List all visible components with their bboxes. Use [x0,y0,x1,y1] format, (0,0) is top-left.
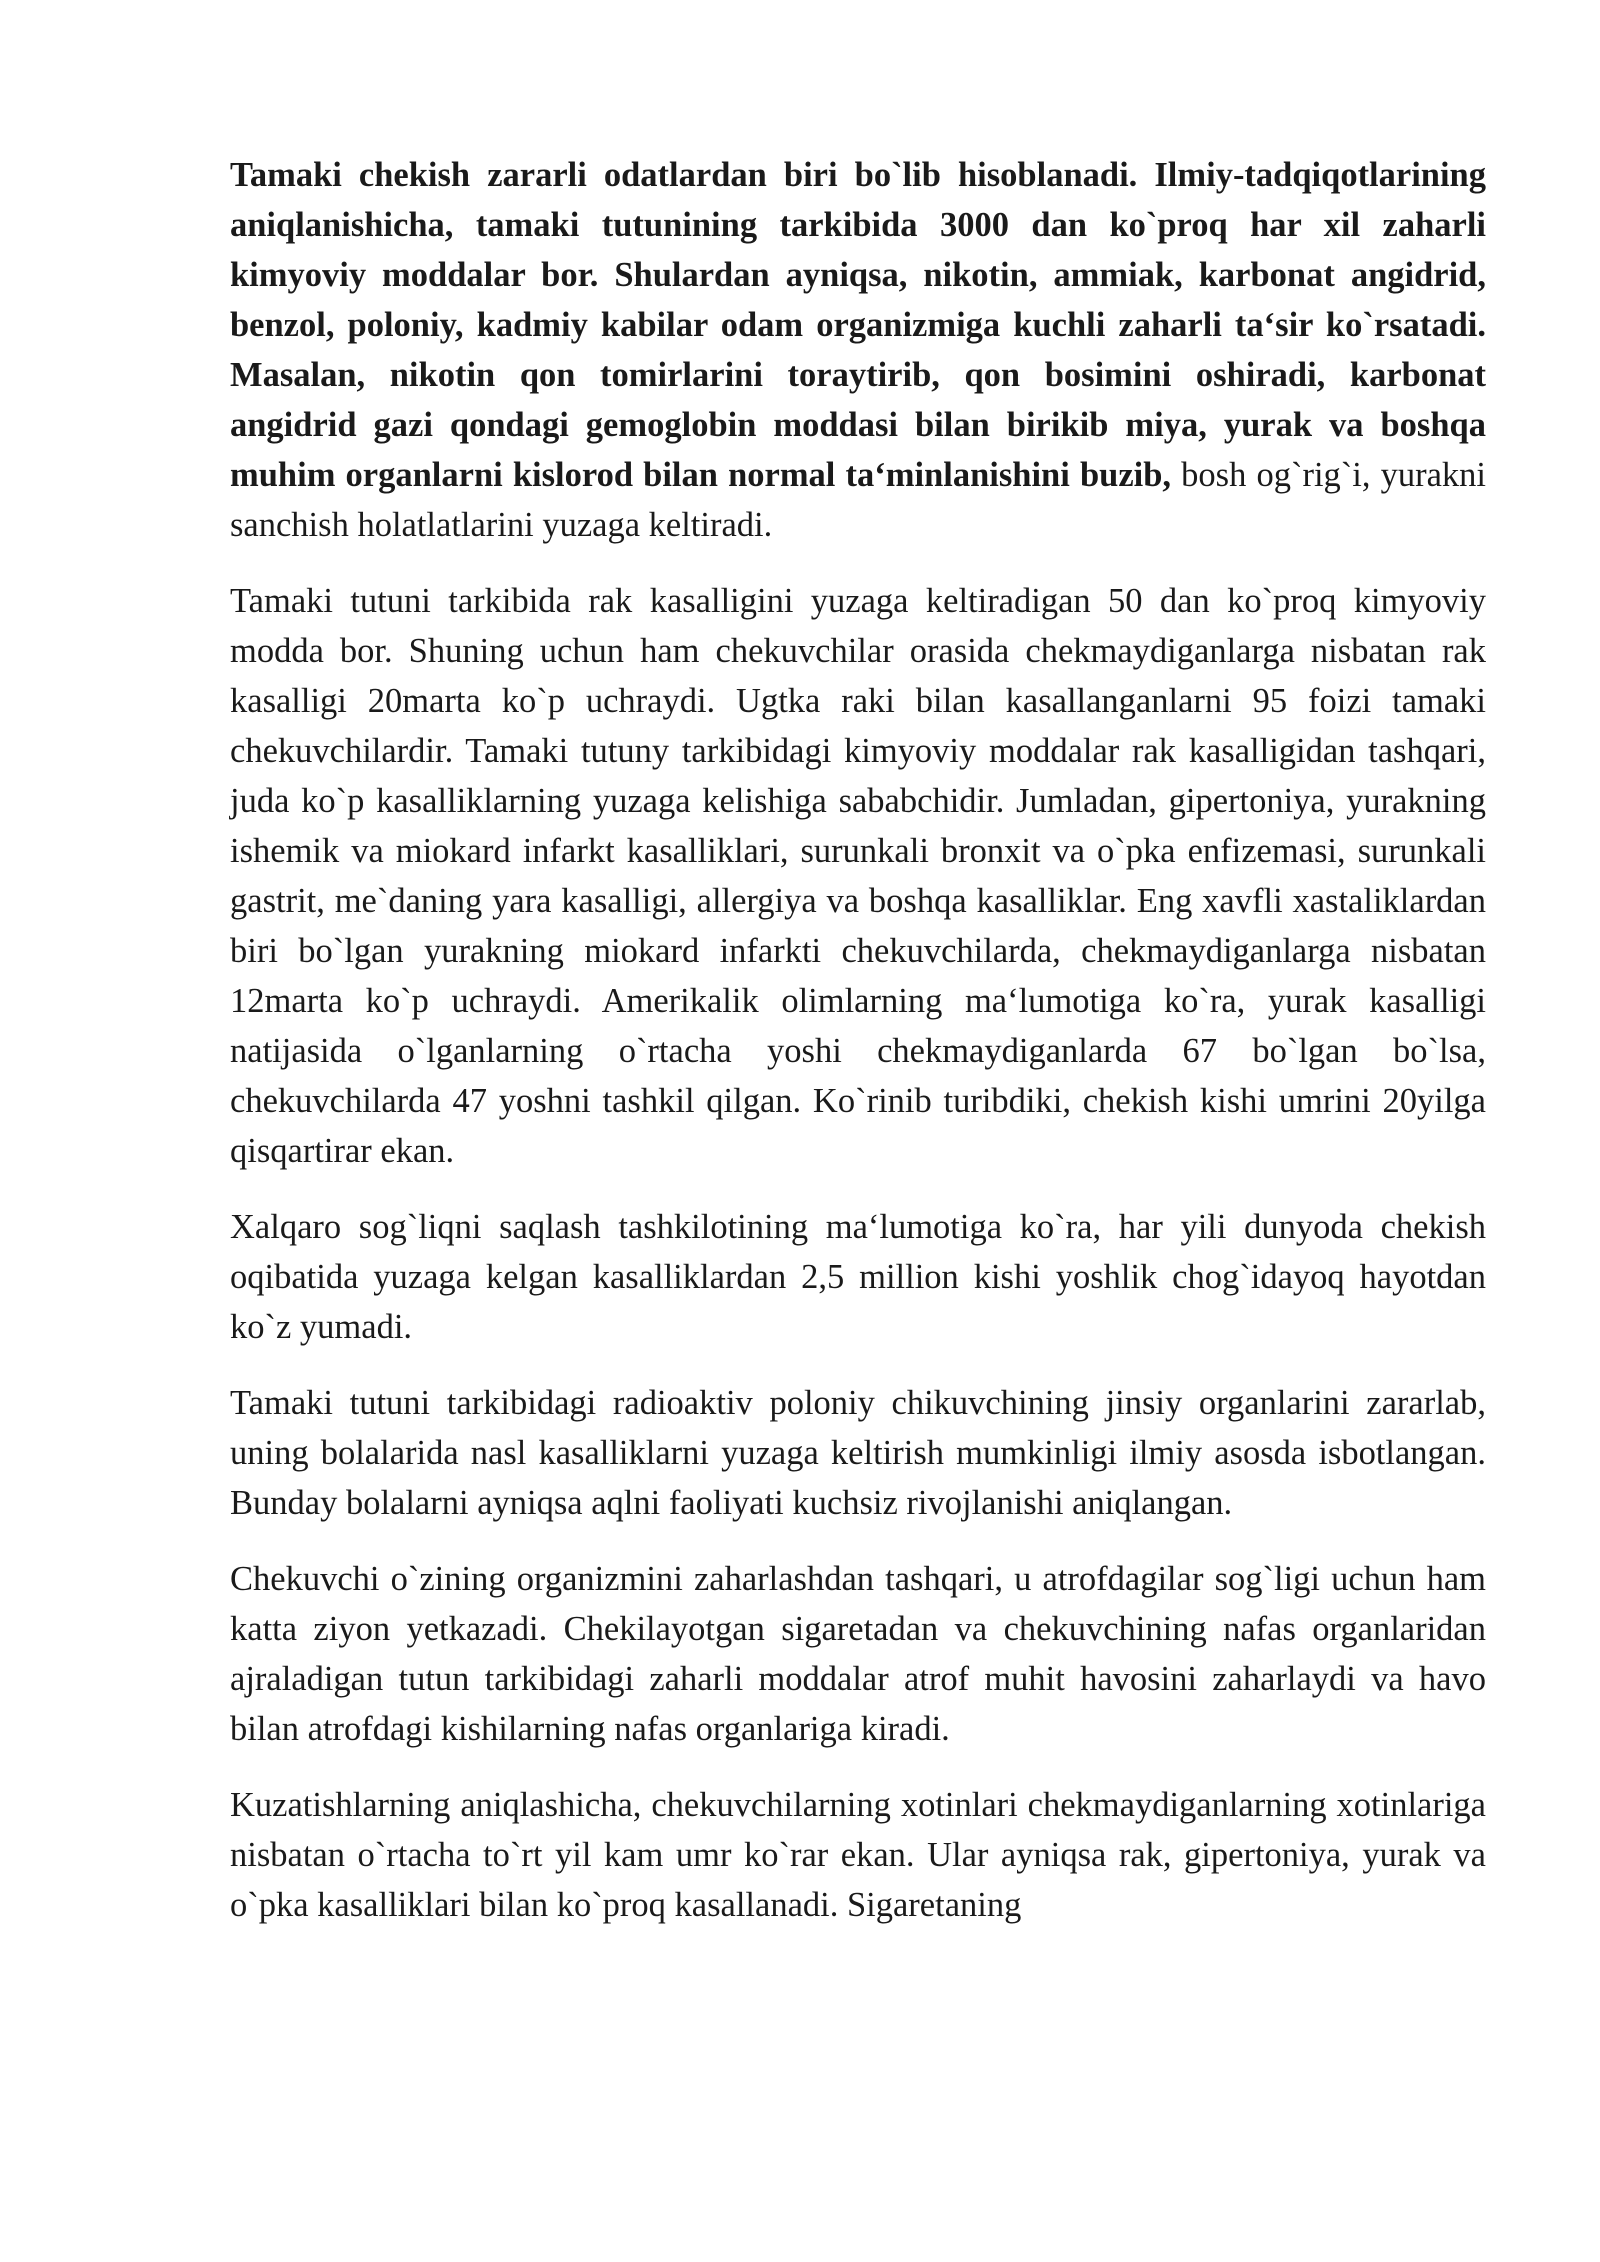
paragraph-1-bold-text: Tamaki chekish zararli odatlardan biri bo`lib hisoblanadi. Ilmiy-tadqiqotlarining aniqlanishicha, tamaki tutunining tarkibida 3000 dan ko`proq har xil zaharli kimyoviy moddalar bor. Shulardan ayniqsa, nikotin, ammiak, karbonat angidrid, benzol, poloniy, kadmiy kabilar odam organizmiga kuchli zaharli ta‘sir ko`rsatadi. Masalan, nikotin qon tomirlarini toraytirib, qon bosimini oshiradi, karbonat angidrid gazi qondagi gemoglobin moddasi bilan birikib miya, yurak va boshqa muhim organlarni kislorod bilan normal ta‘minlanishini buzib, [230,156,1486,494]
paragraph-4: Tamaki tutuni tarkibidagi radioaktiv poloniy chikuvchining jinsiy organlarini zararlab, uning bolalarida nasl kasalliklarni yuzaga keltirish mumkinligi ilmiy asosda isbotlangan. Bunday bolalarni ayniqsa aqlni faoliyati kuchsiz rivojlanishi aniqlangan. [230,1384,1486,1522]
paragraph-5: Chekuvchi o`zining organizmini zaharlashdan tashqari, u atrofdagilar sog`ligi uchun ham katta ziyon yetkazadi. Chekilayotgan sigaretadan va chekuvchining nafas organlaridan ajraladigan tutun tarkibidagi zaharli moddalar atrof muhit havosini zaharlaydi va havo bilan atrofdagi kishilarning nafas organlariga kiradi. [230,1560,1486,1748]
paragraph-3: Xalqaro sog`liqni saqlash tashkilotining ma‘lumotiga ko`ra, har yili dunyoda chekish oqibatida yuzaga kelgan kasalliklardan 2,5 million kishi yoshlik chog`idayoq hayotdan ko`z yumadi. [230,1208,1486,1346]
paragraph-1-regular-text: bosh og`rig`i, yurakni sanchish holatlatlarini yuzaga keltiradi. [230,456,1486,544]
document-body [230,150,1486,1930]
paragraph-6: Kuzatishlarning aniqlashicha, chekuvchilarning xotinlari chekmaydiganlarning xotinlariga nisbatan o`rtacha to`rt yil kam umr ko`rar ekan. Ular ayniqsa rak, gipertoniya, yurak va o`pka kasalliklari bilan ko`proq kasallanadi. Sigaretaning [230,1786,1486,1924]
paragraph-1 [230,150,1486,550]
paragraph-2: Tamaki tutuni tarkibida rak kasalligini yuzaga keltiradigan 50 dan ko`proq kimyoviy modda bor. Shuning uchun ham chekuvchilar orasida chekmaydiganlarga nisbatan rak kasalligi 20marta ko`p uchraydi. Ugtka raki bilan kasallanganlarni 95 foizi tamaki chekuvchilardir. Tamaki tutuny tarkibidagi kimyoviy moddalar rak kasalligidan tashqari, juda ko`p kasalliklarning yuzaga kelishiga sababchidir. Jumladan, gipertoniya, yurakning ishemik va miokard infarkt kasalliklari, surunkali bronxit va o`pka enfizemasi, surunkali gastrit, me`daning yara kasalligi, allergiya va boshqa kasalliklar. Eng xavfli xastaliklardan biri bo`lgan yurakning miokard infarkti chekuvchilarda, chekmaydiganlarga nisbatan 12marta ko`p uchraydi. Amerikalik olimlarning ma‘lumotiga ko`ra, yurak kasalligi natijasida o`lganlarning o`rtacha yoshi chekmaydiganlarda 67 bo`lgan bo`lsa, chekuvchilarda 47 yoshni tashkil qilgan. Ko`rinib turibdiki, chekish kishi umrini 20yilga qisqartirar ekan. [230,582,1486,1170]
